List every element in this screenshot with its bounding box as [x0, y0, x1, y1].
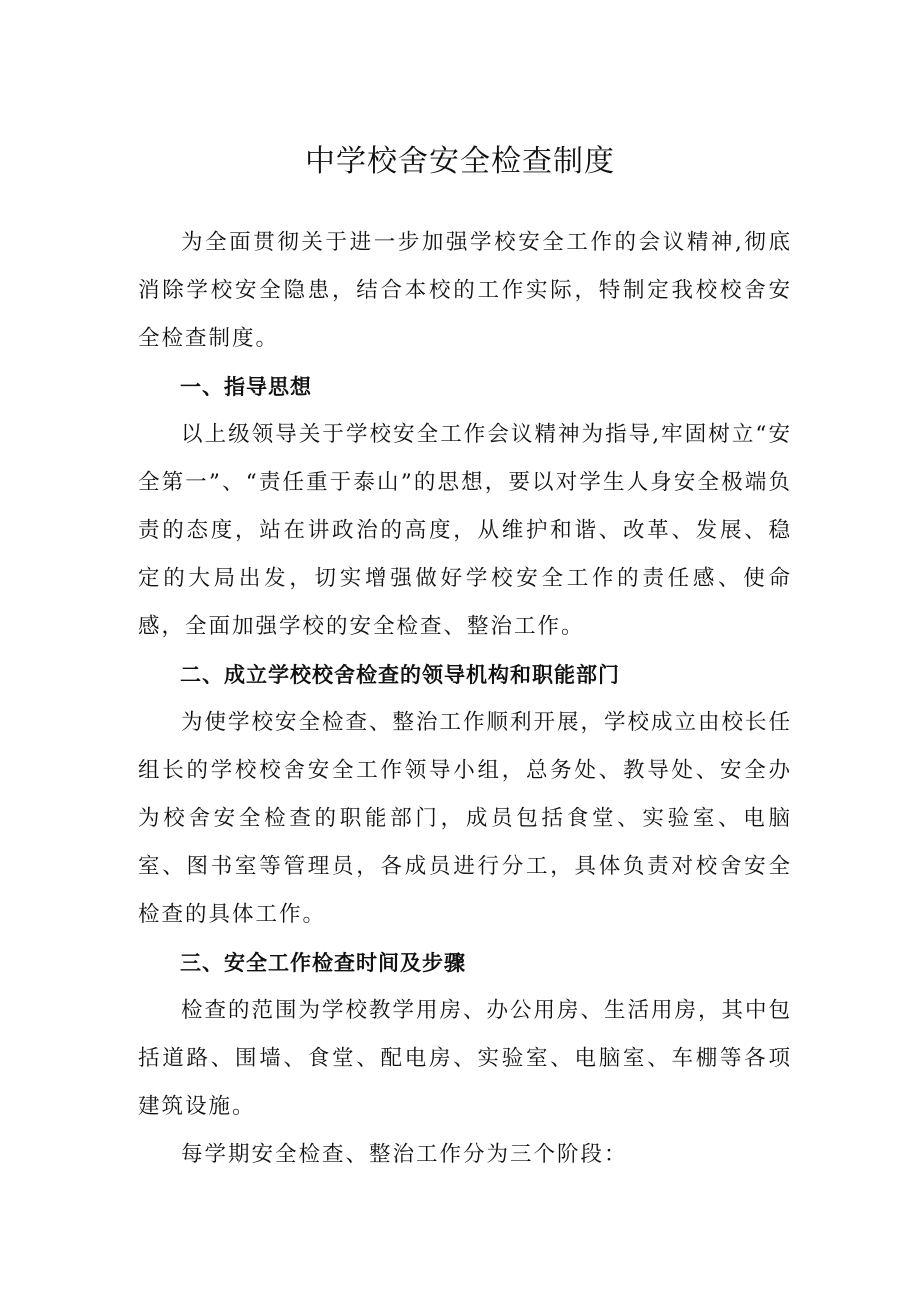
section-paragraph: 为使学校安全检查、整治工作顺利开展，学校成立由校长任组长的学校校舍安全工作领导小组，总务处、教导处、安全办为校舍安全检查的职能部门，成员包括食堂、实验室、电脑室、图书室等管理员，各成员进行分工，具体负责对校舍安全检查的具体工作。 — [138, 710, 793, 927]
section-paragraph: 以上级领导关于学校安全工作会议精神为指导,牢固树立“安全第一”、“责任重于泰山”的思想，要以对学生人身安全极端负责的态度，站在讲政治的高度，从维护和谐、改革、发展、稳定的大局出发，切实增强做好学校安全工作的责任感、使命感，全面加强学校的安全检查、整治工作。 — [138, 422, 792, 639]
section-paragraph: 检查的范围为学校教学用房、办公用房、生活用房，其中包括道路、围墙、食堂、配电房、实验室、电脑室、车棚等各项建筑设施。 — [138, 998, 793, 1119]
document-title: 中学校舍安全检查制度 — [305, 144, 615, 179]
section-paragraph: 每学期安全检查、整治工作分为三个阶段： — [181, 1142, 628, 1167]
section-heading-leadership-organization: 二、成立学校校舍检查的领导机构和职能部门 — [180, 663, 620, 687]
intro-paragraph: 为全面贯彻关于进一步加强学校安全工作的会议精神,彻底消除学校安全隐患，结合本校的工作实际，特制定我校校舍安全检查制度。 — [138, 230, 792, 351]
document-body — [138, 219, 792, 1179]
section-heading-inspection-schedule: 三、安全工作检查时间及步骤 — [180, 951, 466, 975]
section-heading-guiding-ideology: 一、指导思想 — [180, 375, 312, 399]
